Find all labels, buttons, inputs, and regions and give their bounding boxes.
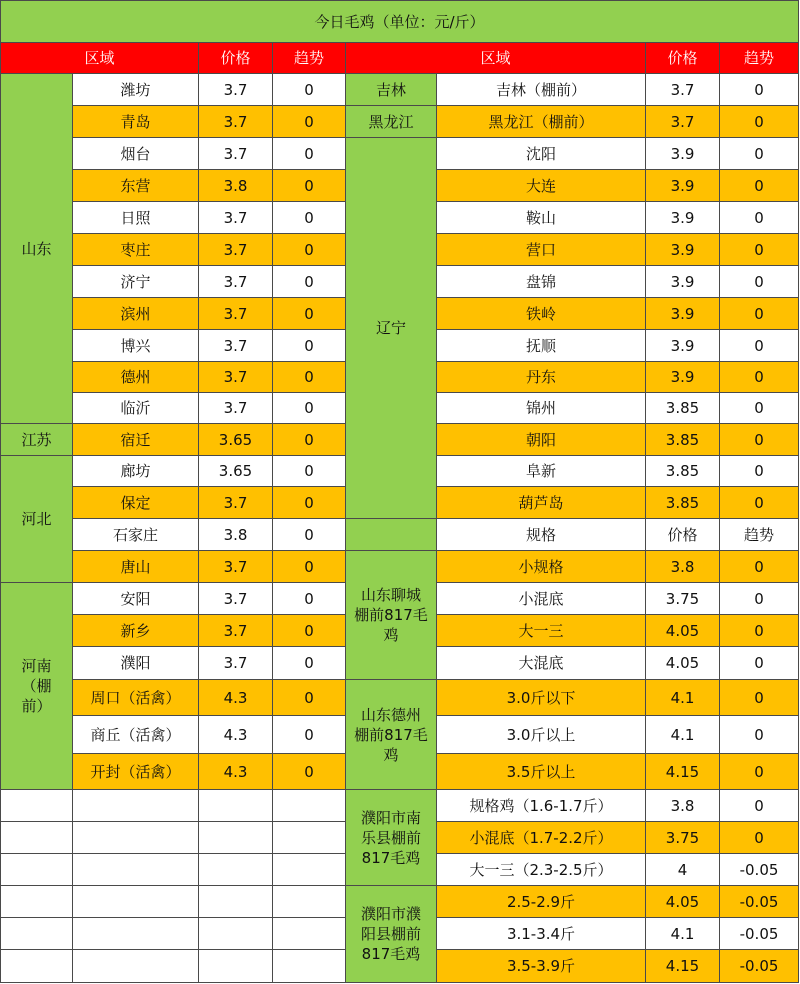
- right-price-cell: 3.9: [646, 298, 720, 330]
- right-price-cell: 4.1: [646, 716, 720, 754]
- left-trend-cell: 0: [273, 298, 346, 330]
- left-city-cell: 烟台: [73, 138, 199, 170]
- right-price-cell: 3.9: [646, 330, 720, 362]
- right-region-cell: 黑龙江: [346, 106, 437, 138]
- left-city-cell: 保定: [73, 487, 199, 519]
- right-price-cell: 3.9: [646, 234, 720, 266]
- left-city-cell: 潍坊: [73, 74, 199, 106]
- right-price-cell: 3.9: [646, 266, 720, 298]
- left-trend-cell: 0: [273, 647, 346, 680]
- right-city-cell: 鞍山: [437, 202, 646, 234]
- left-trend-cell: 0: [273, 138, 346, 170]
- left-trend-cell: 0: [273, 487, 346, 519]
- left-header-price: 价格: [199, 43, 273, 74]
- right-trend-cell: 0: [720, 615, 799, 647]
- left-trend-cell: 0: [273, 680, 346, 716]
- right-city-cell: 大连: [437, 170, 646, 202]
- right-city-cell: 小混底: [437, 583, 646, 615]
- right-trend-cell: 0: [720, 393, 799, 424]
- left-price-cell: 3.8: [199, 170, 273, 202]
- left-empty-cell: [273, 918, 346, 950]
- left-city-cell: 新乡: [73, 615, 199, 647]
- left-price-cell: 3.7: [199, 202, 273, 234]
- right-trend-cell: 0: [720, 754, 799, 790]
- left-price-cell: 3.7: [199, 266, 273, 298]
- right-trend-cell: -0.05: [720, 918, 799, 950]
- left-empty-cell: [0, 918, 73, 950]
- left-city-cell: 临沂: [73, 393, 199, 424]
- right-trend-cell: 0: [720, 106, 799, 138]
- left-city-cell: 济宁: [73, 266, 199, 298]
- right-price-cell: 3.7: [646, 74, 720, 106]
- left-price-cell: 3.7: [199, 487, 273, 519]
- right-region-cell: [346, 519, 437, 551]
- right-price-cell: 3.9: [646, 138, 720, 170]
- right-price-cell: 3.7: [646, 106, 720, 138]
- right-trend-cell: 0: [720, 234, 799, 266]
- right-trend-cell: 0: [720, 822, 799, 854]
- right-trend-cell: 0: [720, 362, 799, 393]
- left-city-cell: 东营: [73, 170, 199, 202]
- left-trend-cell: 0: [273, 519, 346, 551]
- right-city-cell: 小规格: [437, 551, 646, 583]
- left-empty-cell: [73, 790, 199, 822]
- right-city-cell: 盘锦: [437, 266, 646, 298]
- right-price-cell: 4.15: [646, 754, 720, 790]
- left-empty-cell: [199, 886, 273, 918]
- left-city-cell: 青岛: [73, 106, 199, 138]
- right-city-cell: 营口: [437, 234, 646, 266]
- left-region-cell: 江苏: [0, 424, 73, 456]
- right-price-cell: 3.8: [646, 790, 720, 822]
- left-price-cell: 3.7: [199, 393, 273, 424]
- left-empty-cell: [73, 822, 199, 854]
- left-empty-cell: [273, 886, 346, 918]
- right-trend-cell: 0: [720, 456, 799, 487]
- left-city-cell: 枣庄: [73, 234, 199, 266]
- left-empty-cell: [199, 822, 273, 854]
- right-price-cell: 4.1: [646, 918, 720, 950]
- left-price-cell: 4.3: [199, 754, 273, 790]
- right-region-cell: 山东聊城 棚前817毛 鸡: [346, 551, 437, 680]
- left-trend-cell: 0: [273, 234, 346, 266]
- right-price-cell: 3.85: [646, 456, 720, 487]
- left-empty-cell: [273, 790, 346, 822]
- right-trend-cell: 0: [720, 298, 799, 330]
- left-price-cell: 3.65: [199, 424, 273, 456]
- right-price-cell: 价格: [646, 519, 720, 551]
- left-empty-cell: [199, 790, 273, 822]
- right-trend-cell: 0: [720, 790, 799, 822]
- right-city-cell: 规格: [437, 519, 646, 551]
- left-price-cell: 3.65: [199, 456, 273, 487]
- right-price-cell: 4: [646, 854, 720, 886]
- left-city-cell: 廊坊: [73, 456, 199, 487]
- right-trend-cell: 0: [720, 170, 799, 202]
- right-price-cell: 3.9: [646, 362, 720, 393]
- left-trend-cell: 0: [273, 716, 346, 754]
- left-price-cell: 3.7: [199, 298, 273, 330]
- right-trend-cell: 0: [720, 716, 799, 754]
- right-city-cell: 吉林（棚前）: [437, 74, 646, 106]
- right-price-cell: 3.85: [646, 424, 720, 456]
- right-price-cell: 3.9: [646, 202, 720, 234]
- left-empty-cell: [0, 886, 73, 918]
- left-trend-cell: 0: [273, 266, 346, 298]
- left-price-cell: 3.7: [199, 647, 273, 680]
- left-header-trend: 趋势: [273, 43, 346, 74]
- right-price-cell: 4.15: [646, 950, 720, 983]
- left-empty-cell: [273, 822, 346, 854]
- left-trend-cell: 0: [273, 615, 346, 647]
- right-price-cell: 3.75: [646, 822, 720, 854]
- left-city-cell: 宿迁: [73, 424, 199, 456]
- left-city-cell: 开封（活禽）: [73, 754, 199, 790]
- left-trend-cell: 0: [273, 393, 346, 424]
- right-region-cell: 吉林: [346, 74, 437, 106]
- right-trend-cell: 0: [720, 487, 799, 519]
- left-empty-cell: [0, 854, 73, 886]
- left-trend-cell: 0: [273, 202, 346, 234]
- left-empty-cell: [273, 854, 346, 886]
- right-trend-cell: 趋势: [720, 519, 799, 551]
- left-city-cell: 濮阳: [73, 647, 199, 680]
- right-trend-cell: 0: [720, 330, 799, 362]
- left-price-cell: 3.7: [199, 583, 273, 615]
- right-header-price: 价格: [646, 43, 720, 74]
- left-empty-cell: [73, 854, 199, 886]
- right-region-cell: 山东德州 棚前817毛 鸡: [346, 680, 437, 790]
- right-trend-cell: 0: [720, 74, 799, 106]
- table-title: 今日毛鸡（单位：元/斤）: [0, 0, 799, 43]
- right-city-cell: 大一三: [437, 615, 646, 647]
- left-trend-cell: 0: [273, 754, 346, 790]
- right-city-cell: 阜新: [437, 456, 646, 487]
- left-price-cell: 3.7: [199, 234, 273, 266]
- right-city-cell: 锦州: [437, 393, 646, 424]
- left-region-cell: 山东: [0, 74, 73, 424]
- right-city-cell: 大一三（2.3-2.5斤）: [437, 854, 646, 886]
- right-price-cell: 4.05: [646, 886, 720, 918]
- left-city-cell: 石家庄: [73, 519, 199, 551]
- right-price-cell: 3.8: [646, 551, 720, 583]
- right-trend-cell: 0: [720, 202, 799, 234]
- left-empty-cell: [0, 950, 73, 983]
- left-city-cell: 周口（活禽）: [73, 680, 199, 716]
- left-trend-cell: 0: [273, 551, 346, 583]
- left-empty-cell: [199, 854, 273, 886]
- left-empty-cell: [73, 950, 199, 983]
- left-price-cell: 3.8: [199, 519, 273, 551]
- left-city-cell: 商丘（活禽）: [73, 716, 199, 754]
- right-price-cell: 3.9: [646, 170, 720, 202]
- left-price-cell: 3.7: [199, 106, 273, 138]
- right-city-cell: 3.5斤以上: [437, 754, 646, 790]
- left-price-cell: 4.3: [199, 680, 273, 716]
- left-empty-cell: [0, 790, 73, 822]
- right-header-region: 区域: [346, 43, 646, 74]
- left-header-region: 区域: [0, 43, 199, 74]
- right-region-cell: 濮阳市南 乐县棚前 817毛鸡: [346, 790, 437, 886]
- left-region-cell: 河南 （棚 前）: [0, 583, 73, 790]
- left-city-cell: 安阳: [73, 583, 199, 615]
- left-price-cell: 3.7: [199, 551, 273, 583]
- left-price-cell: 3.7: [199, 74, 273, 106]
- left-region-cell: 河北: [0, 456, 73, 583]
- right-region-cell: 濮阳市濮 阳县棚前 817毛鸡: [346, 886, 437, 983]
- right-trend-cell: 0: [720, 551, 799, 583]
- left-empty-cell: [73, 886, 199, 918]
- left-city-cell: 德州: [73, 362, 199, 393]
- right-city-cell: 3.0斤以下: [437, 680, 646, 716]
- left-empty-cell: [273, 950, 346, 983]
- right-trend-cell: 0: [720, 266, 799, 298]
- right-price-cell: 3.85: [646, 393, 720, 424]
- right-trend-cell: -0.05: [720, 950, 799, 983]
- left-city-cell: 唐山: [73, 551, 199, 583]
- right-price-cell: 3.75: [646, 583, 720, 615]
- left-empty-cell: [199, 918, 273, 950]
- right-city-cell: 黑龙江（棚前）: [437, 106, 646, 138]
- right-trend-cell: -0.05: [720, 886, 799, 918]
- right-city-cell: 铁岭: [437, 298, 646, 330]
- right-region-cell: 辽宁: [346, 138, 437, 519]
- right-trend-cell: 0: [720, 583, 799, 615]
- right-trend-cell: 0: [720, 680, 799, 716]
- left-city-cell: 博兴: [73, 330, 199, 362]
- left-trend-cell: 0: [273, 74, 346, 106]
- right-city-cell: 3.1-3.4斤: [437, 918, 646, 950]
- left-city-cell: 日照: [73, 202, 199, 234]
- left-empty-cell: [0, 822, 73, 854]
- left-price-cell: 3.7: [199, 138, 273, 170]
- left-empty-cell: [199, 950, 273, 983]
- left-trend-cell: 0: [273, 362, 346, 393]
- right-city-cell: 葫芦岛: [437, 487, 646, 519]
- left-trend-cell: 0: [273, 583, 346, 615]
- right-city-cell: 沈阳: [437, 138, 646, 170]
- right-trend-cell: 0: [720, 647, 799, 680]
- right-trend-cell: 0: [720, 138, 799, 170]
- left-trend-cell: 0: [273, 170, 346, 202]
- left-trend-cell: 0: [273, 106, 346, 138]
- right-city-cell: 2.5-2.9斤: [437, 886, 646, 918]
- left-trend-cell: 0: [273, 424, 346, 456]
- right-city-cell: 小混底（1.7-2.2斤）: [437, 822, 646, 854]
- left-price-cell: 3.7: [199, 615, 273, 647]
- right-price-cell: 3.85: [646, 487, 720, 519]
- right-city-cell: 规格鸡（1.6-1.7斤）: [437, 790, 646, 822]
- left-trend-cell: 0: [273, 456, 346, 487]
- left-price-cell: 3.7: [199, 362, 273, 393]
- right-city-cell: 丹东: [437, 362, 646, 393]
- right-city-cell: 朝阳: [437, 424, 646, 456]
- left-empty-cell: [73, 918, 199, 950]
- right-trend-cell: 0: [720, 424, 799, 456]
- right-price-cell: 4.05: [646, 615, 720, 647]
- right-city-cell: 大混底: [437, 647, 646, 680]
- right-city-cell: 抚顺: [437, 330, 646, 362]
- right-price-cell: 4.1: [646, 680, 720, 716]
- left-price-cell: 3.7: [199, 330, 273, 362]
- right-header-trend: 趋势: [720, 43, 799, 74]
- right-trend-cell: -0.05: [720, 854, 799, 886]
- right-price-cell: 4.05: [646, 647, 720, 680]
- left-price-cell: 4.3: [199, 716, 273, 754]
- right-city-cell: 3.5-3.9斤: [437, 950, 646, 983]
- left-city-cell: 滨州: [73, 298, 199, 330]
- right-city-cell: 3.0斤以上: [437, 716, 646, 754]
- left-trend-cell: 0: [273, 330, 346, 362]
